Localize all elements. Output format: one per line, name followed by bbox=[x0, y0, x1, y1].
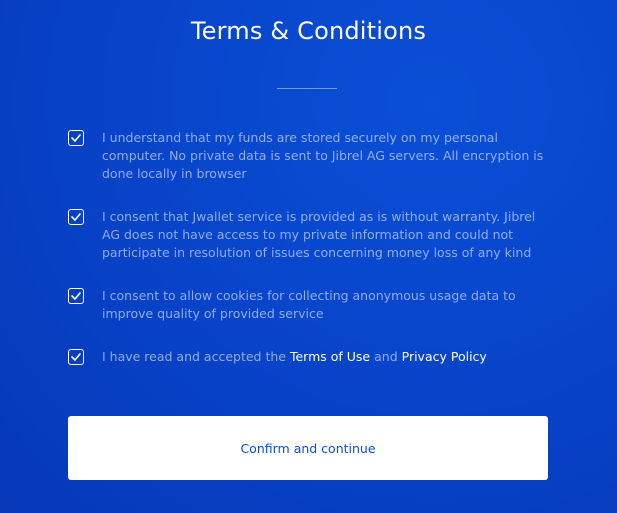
confirm-button[interactable]: Confirm and continue bbox=[68, 416, 548, 480]
page-title: Terms & Conditions bbox=[190, 17, 427, 45]
checkbox-accept[interactable] bbox=[68, 349, 84, 365]
checkbox-warranty[interactable] bbox=[68, 209, 84, 225]
accept-text-and: and bbox=[374, 349, 398, 364]
check-icon bbox=[71, 134, 81, 142]
terms-item-cookies bbox=[68, 287, 548, 323]
terms-item-text: I understand that my funds are stored securely on my personal computer. No private data is sent to Jibrel AG servers. All encryption is done locally in browser bbox=[102, 130, 544, 181]
terms-item-text: I consent that Jwallet service is provided as is without warranty. Jibrel AG does not have access to my private information and could not participate in resolution of issues concerning money loss of any kind bbox=[102, 209, 536, 260]
terms-of-use-link[interactable]: Terms of Use bbox=[289, 349, 371, 364]
terms-item-warranty bbox=[68, 208, 548, 262]
title-divider bbox=[277, 88, 337, 89]
checkbox-funds[interactable] bbox=[68, 130, 84, 146]
accept-text-before: I have read and accepted the bbox=[102, 349, 286, 364]
check-icon bbox=[71, 292, 81, 300]
terms-item-funds bbox=[68, 129, 548, 183]
terms-item-text: I consent to allow cookies for collecting anonymous usage data to improve quality of provided service bbox=[102, 288, 516, 321]
check-icon bbox=[71, 213, 81, 221]
checkbox-cookies[interactable] bbox=[68, 288, 84, 304]
check-icon bbox=[71, 353, 81, 361]
terms-item-text bbox=[102, 348, 548, 366]
privacy-policy-link[interactable]: Privacy Policy bbox=[401, 349, 487, 364]
terms-item-accept bbox=[68, 348, 548, 366]
